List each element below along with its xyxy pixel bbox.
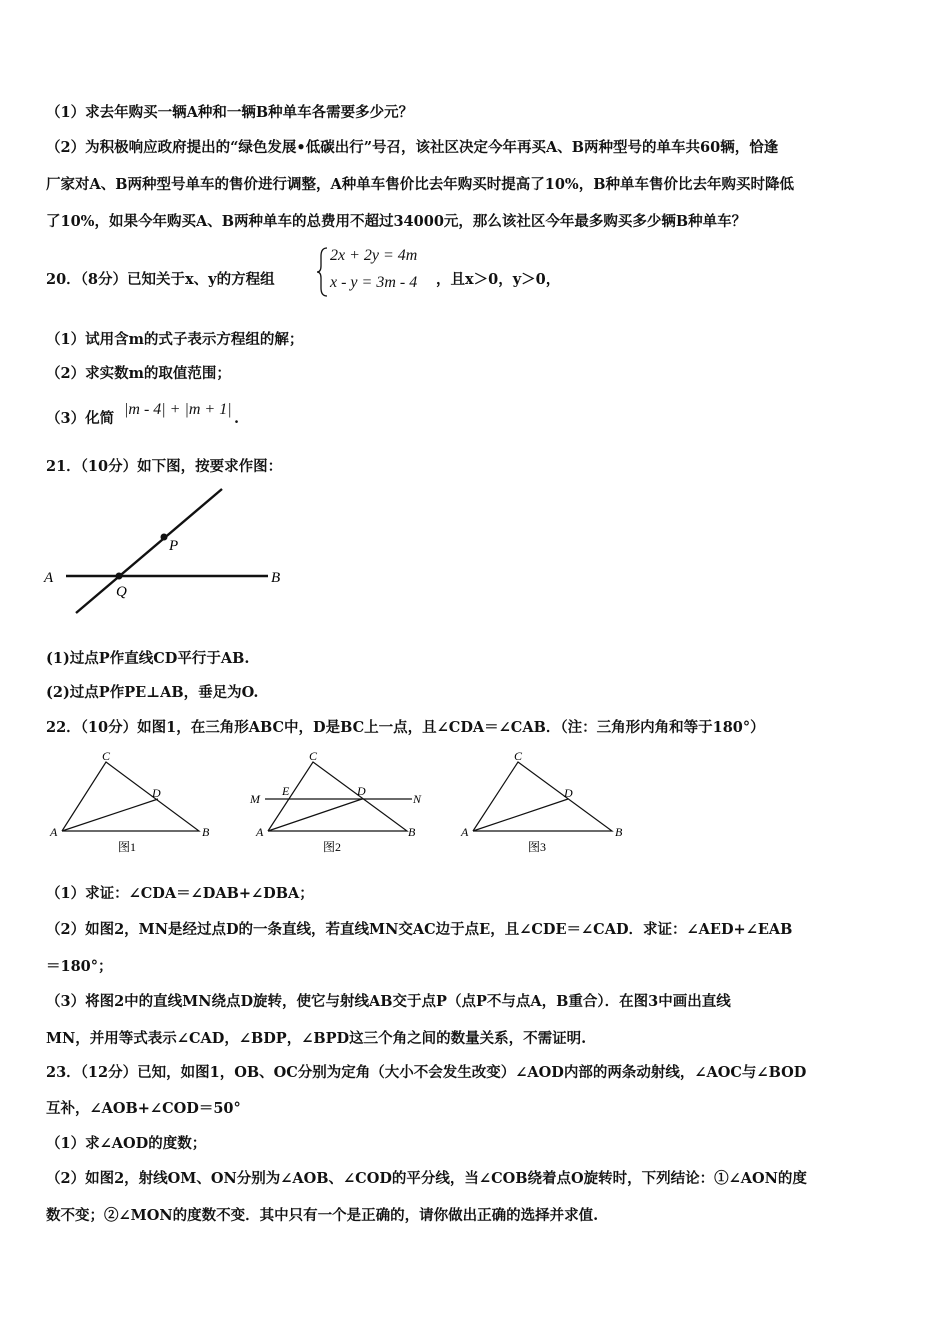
q20-part3-label: （3）化简 bbox=[46, 410, 115, 427]
label-q: Q bbox=[116, 584, 127, 600]
svg-text:M: M bbox=[250, 792, 260, 806]
svg-text:A: A bbox=[461, 825, 469, 839]
q22-title: 22．（10分）如图1，在三角形ABC中，D是BC上一点，且∠CDA＝∠CAB．（注：三角形内角和等于180°） bbox=[46, 719, 765, 736]
q23-part1: （1）求∠AOD的度数； bbox=[46, 1135, 207, 1152]
q19-part2-line3: 了10%，如果今年购买A、B两种单车的总费用不超过34000元，那么该社区今年最多购买多少辆B种单车？ bbox=[46, 213, 747, 230]
q22-figures bbox=[40, 745, 640, 860]
point-p bbox=[161, 534, 168, 541]
svg-text:C: C bbox=[309, 749, 318, 763]
q23-part2-line1: （2）如图2，射线OM、ON分别为∠AOB、∠COD的平分线，当∠COB绕着点O旋转时，下列结论：①∠AON的度 bbox=[46, 1170, 807, 1187]
q22-part2-line2: ＝180°； bbox=[46, 958, 113, 975]
caption-figure-3: 图3 bbox=[528, 840, 547, 854]
svg-text:A: A bbox=[256, 825, 264, 839]
label-a: A bbox=[44, 570, 54, 586]
svg-text:D: D bbox=[564, 786, 573, 800]
q20-condition: ，且x＞0，y＞0， bbox=[436, 271, 561, 288]
svg-text:D: D bbox=[357, 784, 366, 798]
q19-part1: （1）求去年购买一辆A种和一辆B种单车各需要多少元？ bbox=[46, 104, 414, 121]
q23-part2-line2: 数不变；②∠MON的度数不变．其中只有一个是正确的，请你做出正确的选择并求值. bbox=[46, 1207, 599, 1224]
equation-2: x - y = 3m - 4 bbox=[330, 274, 418, 291]
svg-text:C: C bbox=[514, 749, 523, 763]
figure-3 bbox=[460, 749, 623, 854]
svg-text:E: E bbox=[282, 784, 290, 798]
svg-text:B: B bbox=[408, 825, 416, 839]
q21-figure bbox=[40, 480, 300, 620]
q20-part1: （1）试用含m的式子表示方程组的解； bbox=[46, 331, 304, 348]
q21-title: 21．（10分）如下图，按要求作图： bbox=[46, 458, 283, 475]
system-brace bbox=[316, 246, 330, 298]
q23-title-line2: 互补，∠AOB+∠COD＝50° bbox=[46, 1100, 241, 1117]
q23-title-line1: 23．（12分）已知，如图1，OB、OC分别为定角（大小不会发生改变）∠AOD内部的两条动射线，∠AOC与∠BOD bbox=[46, 1064, 807, 1081]
figure-2 bbox=[249, 749, 422, 854]
svg-text:D: D bbox=[152, 786, 161, 800]
q22-part2-line1: （2）如图2，MN是经过点D的一条直线，若直线MN交AC边于点E，且∠CDE＝∠CAD．求证：∠AED+∠EAB bbox=[46, 921, 793, 938]
label-p: P bbox=[169, 538, 179, 554]
q21-part1: (1)过点P作直线CD平行于AB. bbox=[46, 650, 250, 667]
q21-part2: (2)过点P作PE⊥AB，垂足为O. bbox=[46, 684, 259, 701]
point-q bbox=[116, 573, 123, 580]
q22-part1: （1）求证：∠CDA＝∠DAB+∠DBA； bbox=[46, 885, 314, 902]
figure-1 bbox=[49, 749, 210, 854]
svg-text:N: N bbox=[413, 792, 422, 806]
q22-part3-line2: MN，并用等式表示∠CAD，∠BDP，∠BPD这三个角之间的数量关系，不需证明. bbox=[46, 1030, 587, 1047]
q19-part2-line2: 厂家对A、B两种型号单车的售价进行调整，A种单车售价比去年购买时提高了10%，B种单车售价比去年购买时降低 bbox=[46, 176, 794, 193]
q20-part3-period: . bbox=[234, 410, 240, 427]
label-b: B bbox=[271, 570, 281, 586]
svg-text:B: B bbox=[615, 825, 623, 839]
q20-title: 20．（8分）已知关于x、y的方程组 bbox=[46, 271, 275, 288]
q20-part3-expression: |m - 4| + |m + 1| bbox=[124, 401, 232, 418]
q20-part2: （2）求实数m的取值范围； bbox=[46, 365, 231, 382]
caption-figure-2: 图2 bbox=[323, 840, 342, 854]
caption-figure-1: 图1 bbox=[118, 840, 137, 854]
q19-part2-line1: （2）为积极响应政府提出的“绿色发展•低碳出行”号召，该社区决定今年再买A、B两种型号的单车共60辆，恰逢 bbox=[46, 139, 779, 156]
line-pq bbox=[76, 489, 222, 613]
q22-part3-line1: （3）将图2中的直线MN绕点D旋转，使它与射线AB交于点P（点P不与点A，B重合）．在图3中画出直线 bbox=[46, 993, 731, 1010]
equation-1: 2x + 2y = 4m bbox=[330, 247, 418, 264]
svg-text:C: C bbox=[102, 749, 111, 763]
svg-text:A: A bbox=[50, 825, 58, 839]
svg-text:B: B bbox=[202, 825, 210, 839]
